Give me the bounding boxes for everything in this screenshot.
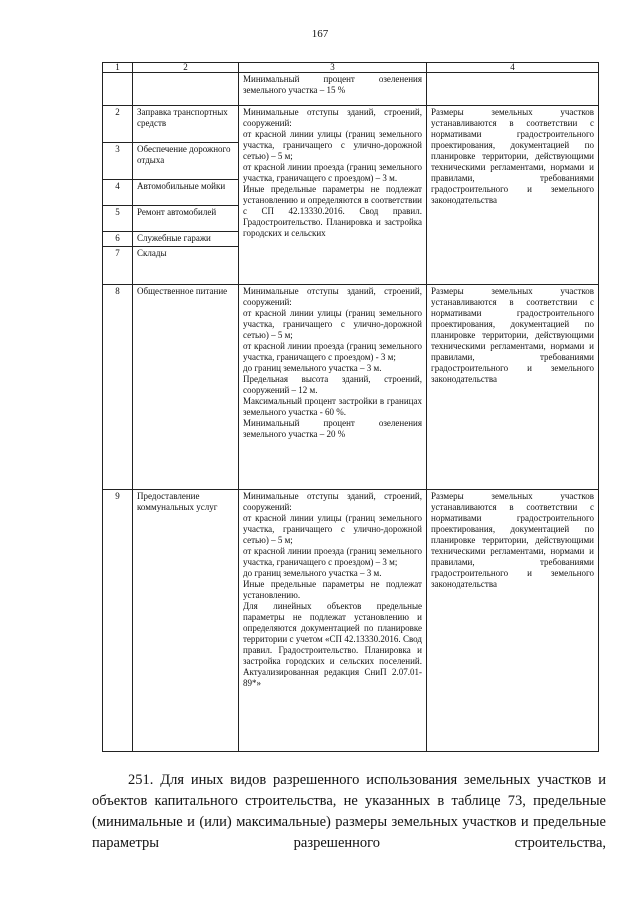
- row-number: 6: [103, 232, 133, 247]
- header-col-2: 2: [133, 63, 239, 73]
- header-col-4: 4: [427, 63, 599, 73]
- header-col-1: 1: [103, 63, 133, 73]
- page-number: 167: [311, 28, 329, 40]
- row-number: 3: [103, 143, 133, 180]
- group-params: Минимальные отступы зданий, строений, сооружений: от красной линии улицы (границ земельного участка, граничащего с улично-дорожной сетью) – 5 м; от красной линии проезда (границ земельного участка, граничащего с проездом) – 3 м. Иные предельные параметры не подлежат установлению и определяются в соответствии с СП 42.13330.2016. Свод правил. Градостроительство. Планировка и застройка городских и сельских: [239, 106, 427, 285]
- header-col-3: 3: [239, 63, 427, 73]
- row-number: 9: [103, 490, 133, 752]
- table-header-row: [103, 63, 599, 73]
- regulations-table: [102, 62, 599, 752]
- row-number: 7: [103, 247, 133, 285]
- table-row: [103, 490, 599, 752]
- row-notes: Размеры земельных участков устанавливаются в соответствии с нормативами градостроительного проектирования, документацией по планировке территории, действующими техническими регламентами, нормами и правилами, требованиями градостроительного и земельного законодательства: [427, 490, 599, 752]
- row-number: 4: [103, 180, 133, 206]
- row-params: Минимальные отступы зданий, строений, сооружений: от красной линии улицы (границ земельного участка, граничащего с улично-дорожной сетью) – 5 м; от красной линии проезда (границ земельного участка, граничащего с проездом) – 3 м; до границ земельного участка – 3 м. Иные предельные параметры не подлежат установлению. Для линейных объектов предельные параметры не подлежат установлению и определяются документацией по планировке территории с учетом «СП 42.13330.2016. Свод правил. Градостроительство. Планировка и застройка городских и сельских поселений. Актуализированная редакция СниП 2.07.01-89*»: [239, 490, 427, 752]
- table-row: [103, 106, 599, 143]
- row-notes: Размеры земельных участков устанавливаются в соответствии с нормативами градостроительного проектирования, документацией по планировке территории, действующими техническими регламентами, нормами и правилами, требованиями градостроительного и земельного законодательства: [427, 285, 599, 490]
- table-row: [103, 285, 599, 490]
- row-number: 8: [103, 285, 133, 490]
- paragraph-251: 251. Для иных видов разрешенного использования земельных участков и объектов капитального строительства, не указанных в таблице 73, предельные (минимальные и (или) максимальные) размеры земельных участков и предельные параметры разрешенного строительства,: [92, 772, 606, 851]
- use-type-name: Ремонт автомобилей: [133, 206, 239, 232]
- continuation-params: Минимальный процент озеленения земельного участка – 15 %: [239, 73, 427, 106]
- use-type-name: Обеспечение дорожного отдыха: [133, 143, 239, 180]
- row-number: 2: [103, 106, 133, 143]
- use-type-name: Служебные гаражи: [133, 232, 239, 247]
- group-notes: Размеры земельных участков устанавливаются в соответствии с нормативами градостроительного проектирования, документацией по планировке территории, действующими техническими регламентами, нормами и правилами, требованиями градостроительного и земельного законодательства: [427, 106, 599, 285]
- use-type-name: Предоставление коммунальных услуг: [133, 490, 239, 752]
- use-type-name: Автомобильные мойки: [133, 180, 239, 206]
- row-params: Минимальные отступы зданий, строений, сооружений: от красной линии улицы (границ земельного участка, граничащего с улично-дорожной сетью) – 5 м; от красной линии проезда (границ земельного участка, граничащего с проездом) - 3 м; до границ земельного участка – 3 м. Предельная высота зданий, строений, сооружений – 12 м. Максимальный процент застройки в границах земельного участка - 60 %. Минимальный процент озеленения земельного участка – 20 %: [239, 285, 427, 490]
- use-type-name: Заправка транспортных средств: [133, 106, 239, 143]
- row-number: 5: [103, 206, 133, 232]
- use-type-name: Склады: [133, 247, 239, 285]
- use-type-name: Общественное питание: [133, 285, 239, 490]
- table-row-continuation: [103, 73, 599, 106]
